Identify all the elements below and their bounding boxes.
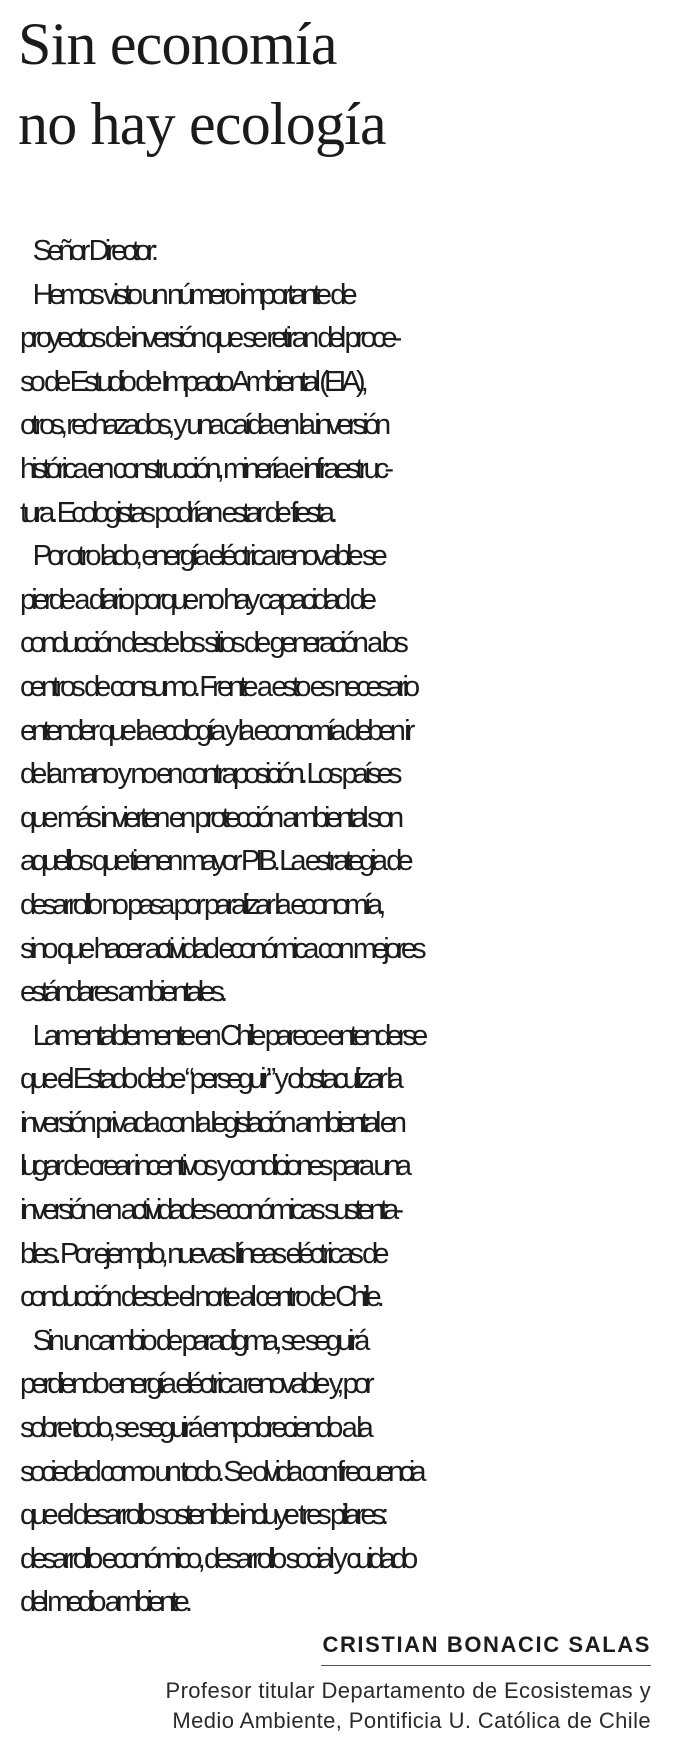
letter-line: so de Estudio de Impacto Ambiental (EIA), bbox=[20, 365, 364, 398]
letter-body bbox=[20, 230, 660, 1625]
headline bbox=[18, 4, 658, 164]
letter-line: conducción desde los sitios de generación a los bbox=[20, 627, 404, 660]
letter-line: que más invierten en protección ambiental son bbox=[20, 801, 400, 834]
letter-line: proyectos de inversión que se retiran del proce- bbox=[20, 322, 398, 355]
letter-line: Sin un cambio de paradigma, se seguirá bbox=[20, 1324, 366, 1357]
letter-line: histórica en construcción, minería e infraestruc- bbox=[20, 452, 390, 485]
letter-line: pierde a diario porque no hay capacidad de bbox=[20, 583, 373, 616]
author-affiliation-line-2: Medio Ambiente, Pontificia U. Católica de Chile bbox=[172, 1708, 651, 1733]
letter-line: inversión privada con la legislación ambiental en bbox=[20, 1106, 403, 1139]
author-divider bbox=[321, 1665, 651, 1666]
letter-line: conducción desde el norte al centro de Chile. bbox=[20, 1281, 380, 1314]
letter-line: sino que hacer actividad económica con mejores bbox=[20, 932, 422, 965]
signature-block bbox=[11, 1627, 651, 1736]
headline-line-1: Sin economía bbox=[18, 11, 337, 77]
letter-line: Hemos visto un número importante de bbox=[20, 278, 353, 311]
author-name: CRISTIAN BONACIC SALAS bbox=[322, 1632, 651, 1657]
letter-line: Lamentablemente en Chile parece entenderse bbox=[20, 1019, 424, 1052]
letter-line: de la mano y no en contraposición. Los países bbox=[20, 758, 398, 791]
letter-line: centros de consumo. Frente a esto es necesario bbox=[20, 670, 416, 703]
letter-line: perdiendo energía eléctrica renovable y, por bbox=[20, 1368, 370, 1401]
letter-line: desarrollo económico, desarrollo social y cuidado bbox=[20, 1542, 414, 1575]
author-affiliation-line-1: Profesor titular Departamento de Ecosistemas y bbox=[165, 1678, 651, 1703]
headline-line-2: no hay ecología bbox=[18, 91, 386, 157]
letter-line: del medio ambiente. bbox=[20, 1586, 189, 1619]
letter-line: lugar de crear incentivos y condiciones para una bbox=[20, 1150, 408, 1183]
letter-line: tura. Ecologistas podrían estar de fiesta. bbox=[20, 496, 334, 529]
letter-line: Señor Director: bbox=[20, 235, 155, 267]
letter-line: que el Estado debe “perseguir” y obstaculizar la bbox=[20, 1063, 399, 1096]
letter-line: sociedad como un todo. Se olvida con frecuencia bbox=[20, 1455, 422, 1488]
letter-line: bles. Por ejemplo, nuevas líneas eléctricas de bbox=[20, 1237, 385, 1270]
letter-line: entender que la ecología y la economía deben ir bbox=[20, 714, 411, 747]
letter-line: desarrollo no pasa por paralizar la economía, bbox=[20, 888, 382, 921]
letter-line: Por otro lado, energía eléctrica renovable se bbox=[20, 540, 383, 573]
letter-line: inversión en actividades económicas sustenta- bbox=[20, 1194, 400, 1227]
letter-line: otros, rechazados, y una caída en la inversión bbox=[20, 409, 387, 442]
letter-line: sobre todo, se seguirá empobreciendo a la bbox=[20, 1412, 369, 1445]
letter-line: que el desarrollo sostenible incluye tres pilares: bbox=[20, 1499, 385, 1532]
letter-line: aquellos que tienen mayor PIB. La estrategia de bbox=[20, 845, 409, 878]
letter-line: estándares ambientales. bbox=[20, 976, 224, 1009]
